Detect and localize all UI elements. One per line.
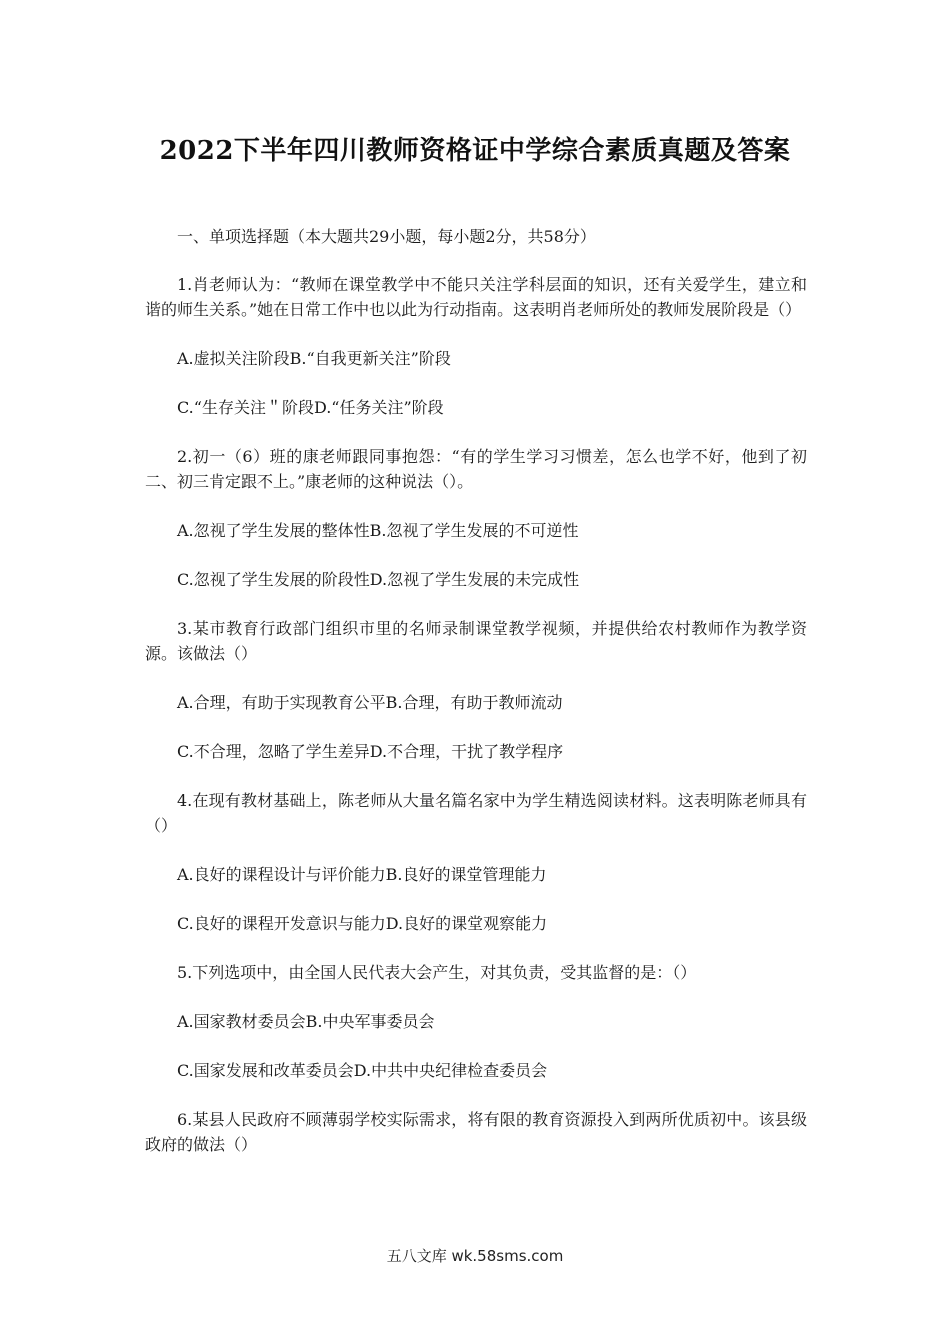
- question-2-stem: 2.初一（6）班的康老师跟同事抱怨：“有的学生学习习惯差，怎么也学不好，他到了初二、初三肯定跟不上。”康老师的这种说法（）。: [145, 447, 807, 491]
- section-heading: 一、单项选择题（本大题共29小题，每小题2分，共58分）: [177, 227, 596, 246]
- question-5-options-ab: A.国家教材委员会B.中央军事委员会: [177, 1012, 435, 1031]
- document-body: [145, 224, 807, 1181]
- question-5-stem: 5.下列选项中，由全国人民代表大会产生，对其负责，受其监督的是：（）: [177, 963, 697, 982]
- question-4-stem: 4.在现有教材基础上，陈老师从大量名篇名家中为学生精选阅读材料。这表明陈老师具有（）: [145, 791, 807, 835]
- question-1-stem: 1.肖老师认为：“教师在课堂教学中不能只关注学科层面的知识，还有关爱学生，建立和谐的师生关系。”她在日常工作中也以此为行动指南。这表明肖老师所处的教师发展阶段是（）: [145, 275, 807, 319]
- question-1-options-cd: C.“生存关注＂阶段D.“任务关注”阶段: [177, 398, 444, 417]
- question-2-options-cd: C.忽视了学生发展的阶段性D.忽视了学生发展的未完成性: [177, 570, 580, 589]
- question-3-stem: 3.某市教育行政部门组织市里的名师录制课堂教学视频，并提供给农村教师作为教学资源。该做法（）: [145, 619, 807, 663]
- document-title: 2022下半年四川教师资格证中学综合素质真题及答案: [159, 136, 791, 166]
- question-4-options-cd: C.良好的课程开发意识与能力D.良好的课堂观察能力: [177, 914, 548, 933]
- footer-watermark: 五八文库 wk.58sms.com: [386, 1247, 564, 1265]
- question-4-options-ab: A.良好的课程设计与评价能力B.良好的课堂管理能力: [177, 865, 547, 884]
- question-2-options-ab: A.忽视了学生发展的整体性B.忽视了学生发展的不可逆性: [177, 521, 579, 540]
- question-6-stem: 6.某县人民政府不顾薄弱学校实际需求，将有限的教育资源投入到两所优质初中。该县级政府的做法（）: [145, 1110, 807, 1154]
- question-5-options-cd: C.国家发展和改革委员会D.中共中央纪律检查委员会: [177, 1061, 548, 1080]
- question-3-options-ab: A.合理，有助于实现教育公平B.合理，有助于教师流动: [177, 693, 563, 712]
- question-3-options-cd: C.不合理，忽略了学生差异D.不合理，干扰了教学程序: [177, 742, 564, 761]
- question-1-options-ab: A.虚拟关注阶段B.“自我更新关注”阶段: [177, 349, 451, 368]
